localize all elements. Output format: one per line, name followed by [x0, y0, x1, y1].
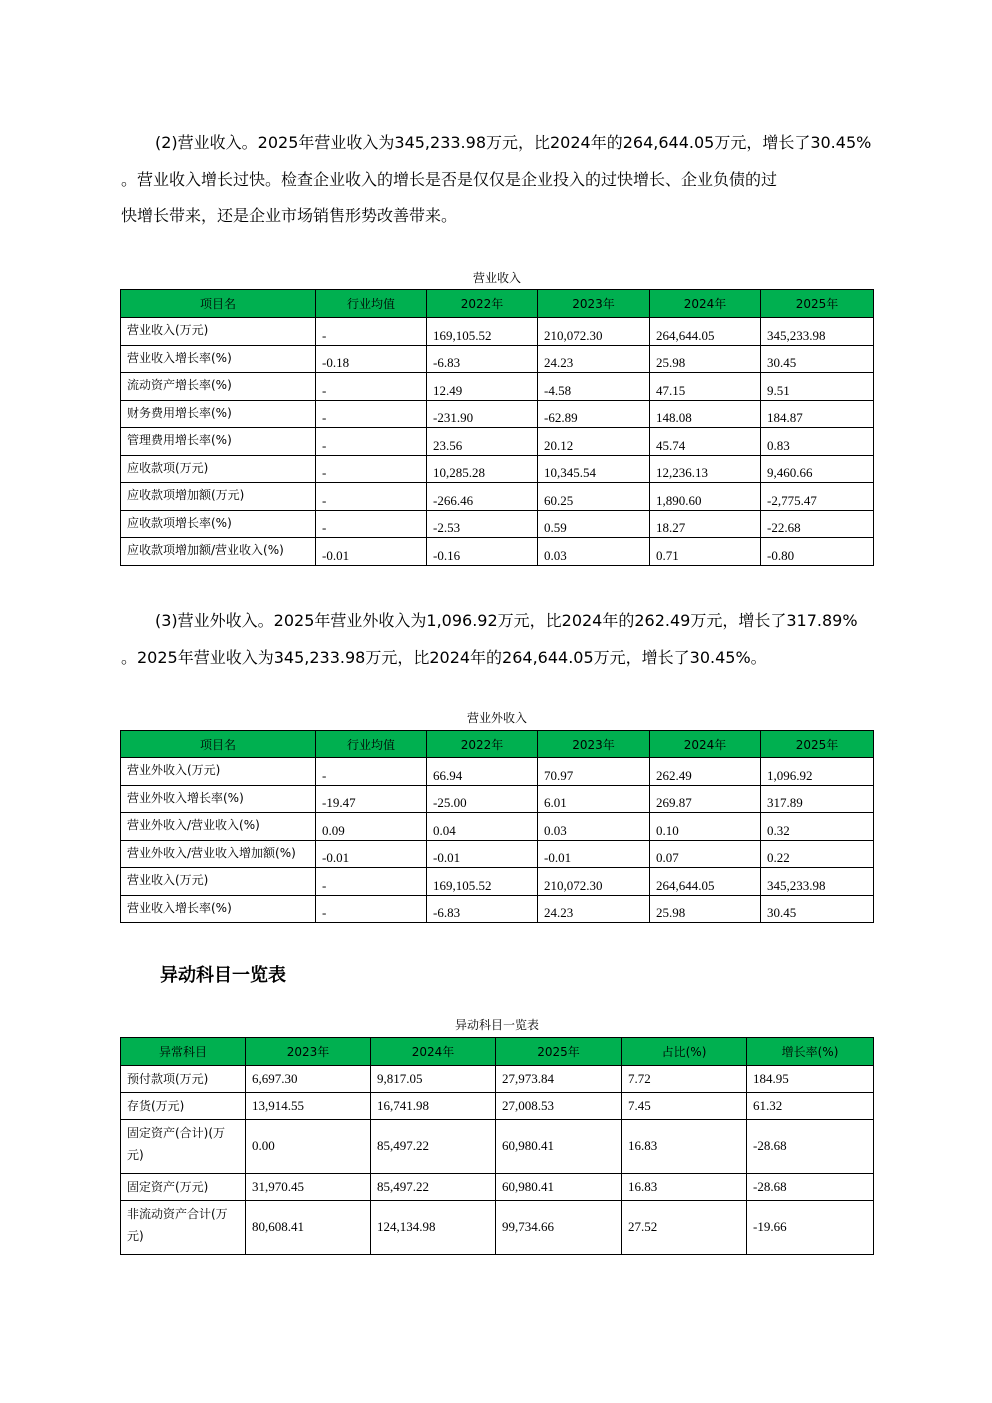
column-header: 2022年: [427, 290, 538, 318]
column-header: 2023年: [538, 731, 650, 758]
paragraph-line: (3)营业外收入。2025年营业外收入为1,096.92万元，比2024年的262.49万元，增长了317.89%: [155, 611, 858, 630]
table-cell: 30.45: [761, 345, 874, 373]
table-cell: 31,970.45: [246, 1174, 371, 1201]
row-label: 营业收入增长率(%): [121, 345, 316, 373]
paragraph-line: (2)营业收入。2025年营业收入为345,233.98万元，比2024年的264,644.05万元，增长了30.45%: [155, 133, 872, 152]
row-label: 预付款项(万元): [121, 1066, 246, 1093]
table-cell: 12.49: [427, 373, 538, 401]
table-cell: 124,134.98: [371, 1201, 496, 1255]
table-cell: 10,285.28: [427, 455, 538, 483]
table-row: [121, 1174, 874, 1201]
table-cell: 6,697.30: [246, 1066, 371, 1093]
table-cell: -0.01: [316, 538, 427, 566]
table-cell: -0.01: [427, 840, 538, 868]
table-cell: 99,734.66: [496, 1201, 622, 1255]
table-cell: -19.47: [316, 785, 427, 813]
table-cell: 0.03: [538, 538, 650, 566]
row-label: 应收款项增加额/营业收入(%): [121, 538, 316, 566]
table-cell: -0.01: [538, 840, 650, 868]
row-label: 非流动资产合计(万元): [121, 1201, 246, 1255]
table-cell: 60,980.41: [496, 1174, 622, 1201]
table-cell: 9.51: [761, 373, 874, 401]
table-cell: -19.66: [747, 1201, 874, 1255]
table-cell: 1,890.60: [650, 483, 761, 511]
row-label: 管理费用增长率(%): [121, 428, 316, 456]
table-cell: -0.80: [761, 538, 874, 566]
table-row: [121, 483, 874, 511]
table-row: [121, 1201, 874, 1255]
table-cell: 0.71: [650, 538, 761, 566]
table-row: [121, 813, 874, 841]
table-cell: 27,008.53: [496, 1093, 622, 1120]
row-label: 存货(万元): [121, 1093, 246, 1120]
row-label: 固定资产(合计)(万元): [121, 1120, 246, 1174]
table-row: [121, 785, 874, 813]
table-cell: 20.12: [538, 428, 650, 456]
table-cell: 10,345.54: [538, 455, 650, 483]
table-cell: 6.01: [538, 785, 650, 813]
table-cell: -4.58: [538, 373, 650, 401]
table-cell: 0.59: [538, 510, 650, 538]
table-caption-non-operating-revenue: 营业外收入: [466, 711, 527, 725]
table-cell: -: [316, 758, 427, 786]
table-row: [121, 538, 874, 566]
table-row: [121, 895, 874, 923]
table-cell: 210,072.30: [538, 318, 650, 346]
table-cell: -266.46: [427, 483, 538, 511]
column-header: 2023年: [246, 1038, 371, 1066]
paragraph-line: 。营业收入增长过快。检查企业收入的增长是否是仅仅是企业投入的过快增长、企业负债的过: [121, 169, 778, 189]
table-header-row: [121, 290, 874, 318]
table-header-row: [121, 1038, 874, 1066]
column-header: 2025年: [496, 1038, 622, 1066]
row-label: 流动资产增长率(%): [121, 373, 316, 401]
table-cell: 25.98: [650, 895, 761, 923]
table-cell: 264,644.05: [650, 868, 761, 896]
paragraph-line: 快增长带来，还是企业市场销售形势改善带来。: [121, 206, 458, 225]
column-header: 2025年: [761, 290, 874, 318]
table-row: [121, 455, 874, 483]
column-header: 行业均值: [316, 290, 427, 318]
table-cell: -62.89: [538, 400, 650, 428]
column-header: 2024年: [650, 290, 761, 318]
table-row: [121, 840, 874, 868]
table-cell: 0.07: [650, 840, 761, 868]
row-label: 营业收入增长率(%): [121, 895, 316, 923]
table-cell: 85,497.22: [371, 1120, 496, 1174]
table-cell: 210,072.30: [538, 868, 650, 896]
table-cell: 7.45: [622, 1093, 747, 1120]
column-header: 项目名: [121, 290, 316, 318]
column-header: 2023年: [538, 290, 650, 318]
table-cell: 27.52: [622, 1201, 747, 1255]
table-row: [121, 1093, 874, 1120]
column-header: 2024年: [650, 731, 761, 758]
table-cell: 24.23: [538, 345, 650, 373]
table-cell: -22.68: [761, 510, 874, 538]
table-cell: 12,236.13: [650, 455, 761, 483]
table-cell: -: [316, 868, 427, 896]
table-cell: -2.53: [427, 510, 538, 538]
table-cell: -0.01: [316, 840, 427, 868]
table-caption-abnormal-items: 异动科目一览表: [454, 1018, 539, 1032]
table-cell: 27,973.84: [496, 1066, 622, 1093]
table-cell: 7.72: [622, 1066, 747, 1093]
table-cell: 25.98: [650, 345, 761, 373]
table-cell: 264,644.05: [650, 318, 761, 346]
row-label: 营业收入(万元): [121, 868, 316, 896]
column-header: 2025年: [761, 731, 874, 758]
row-label: 应收款项(万元): [121, 455, 316, 483]
row-label: 应收款项增长率(%): [121, 510, 316, 538]
row-label: 固定资产(万元): [121, 1174, 246, 1201]
table-cell: 23.56: [427, 428, 538, 456]
table-cell: -: [316, 483, 427, 511]
operating-revenue-table: [120, 289, 874, 566]
table-cell: -28.68: [747, 1174, 874, 1201]
table-cell: 0.32: [761, 813, 874, 841]
table-cell: -: [316, 400, 427, 428]
table-cell: 45.74: [650, 428, 761, 456]
table-cell: -6.83: [427, 345, 538, 373]
table-cell: 169,105.52: [427, 868, 538, 896]
abnormal-items-table: [120, 1037, 874, 1255]
table-cell: -25.00: [427, 785, 538, 813]
table-cell: -: [316, 318, 427, 346]
table-cell: 269.87: [650, 785, 761, 813]
table-cell: 85,497.22: [371, 1174, 496, 1201]
table-cell: -: [316, 428, 427, 456]
table-cell: 13,914.55: [246, 1093, 371, 1120]
table-cell: 0.10: [650, 813, 761, 841]
row-label: 营业外收入/营业收入(%): [121, 813, 316, 841]
table-caption-operating-revenue: 营业收入: [472, 271, 521, 285]
table-header-row: [121, 731, 874, 758]
table-row: [121, 1066, 874, 1093]
column-header: 2022年: [427, 731, 538, 758]
table-cell: 24.23: [538, 895, 650, 923]
column-header: 增长率(%): [747, 1038, 874, 1066]
table-cell: 70.97: [538, 758, 650, 786]
table-cell: 0.09: [316, 813, 427, 841]
table-cell: 148.08: [650, 400, 761, 428]
table-row: [121, 510, 874, 538]
row-label: 财务费用增长率(%): [121, 400, 316, 428]
table-cell: 0.83: [761, 428, 874, 456]
table-cell: 60,980.41: [496, 1120, 622, 1174]
table-cell: -6.83: [427, 895, 538, 923]
column-header: 2024年: [371, 1038, 496, 1066]
table-cell: 30.45: [761, 895, 874, 923]
table-cell: -: [316, 510, 427, 538]
table-cell: 345,233.98: [761, 868, 874, 896]
table-cell: 9,460.66: [761, 455, 874, 483]
column-header: 异常科目: [121, 1038, 246, 1066]
row-label: 应收款项增加额(万元): [121, 483, 316, 511]
table-row: [121, 1120, 874, 1174]
table-cell: 9,817.05: [371, 1066, 496, 1093]
table-cell: -2,775.47: [761, 483, 874, 511]
section-heading: 异动科目一览表: [160, 965, 286, 986]
table-row: [121, 428, 874, 456]
paragraph-operating-revenue: [121, 125, 873, 235]
table-cell: -0.18: [316, 345, 427, 373]
row-label: 营业外收入/营业收入增加额(%): [121, 840, 316, 868]
table-cell: 60.25: [538, 483, 650, 511]
table-cell: 345,233.98: [761, 318, 874, 346]
table-cell: 0.04: [427, 813, 538, 841]
table-cell: 66.94: [427, 758, 538, 786]
table-cell: 16.83: [622, 1120, 747, 1174]
paragraph-non-operating-revenue: [121, 603, 873, 676]
column-header: 行业均值: [316, 731, 427, 758]
table-row: [121, 345, 874, 373]
table-cell: 169,105.52: [427, 318, 538, 346]
table-cell: 184.87: [761, 400, 874, 428]
table-cell: 0.22: [761, 840, 874, 868]
column-header: 占比(%): [622, 1038, 747, 1066]
table-cell: 317.89: [761, 785, 874, 813]
row-label: 营业收入(万元): [121, 318, 316, 346]
non-operating-revenue-table: [120, 730, 874, 923]
table-cell: 18.27: [650, 510, 761, 538]
table-cell: -231.90: [427, 400, 538, 428]
table-cell: 16,741.98: [371, 1093, 496, 1120]
table-row: [121, 400, 874, 428]
table-cell: -: [316, 895, 427, 923]
table-row: [121, 318, 874, 346]
table-cell: 184.95: [747, 1066, 874, 1093]
table-cell: -28.68: [747, 1120, 874, 1174]
table-row: [121, 373, 874, 401]
table-row: [121, 868, 874, 896]
table-cell: -: [316, 455, 427, 483]
table-cell: -0.16: [427, 538, 538, 566]
table-cell: 262.49: [650, 758, 761, 786]
table-cell: 1,096.92: [761, 758, 874, 786]
row-label: 营业外收入(万元): [121, 758, 316, 786]
row-label: 营业外收入增长率(%): [121, 785, 316, 813]
table-cell: 16.83: [622, 1174, 747, 1201]
table-cell: 47.15: [650, 373, 761, 401]
table-row: [121, 758, 874, 786]
table-cell: 0.00: [246, 1120, 371, 1174]
table-cell: 61.32: [747, 1093, 874, 1120]
table-cell: 0.03: [538, 813, 650, 841]
table-cell: 80,608.41: [246, 1201, 371, 1255]
paragraph-line: 。2025年营业收入为345,233.98万元，比2024年的264,644.05万元，增长了30.45%。: [121, 647, 767, 667]
column-header: 项目名: [121, 731, 316, 758]
table-cell: -: [316, 373, 427, 401]
